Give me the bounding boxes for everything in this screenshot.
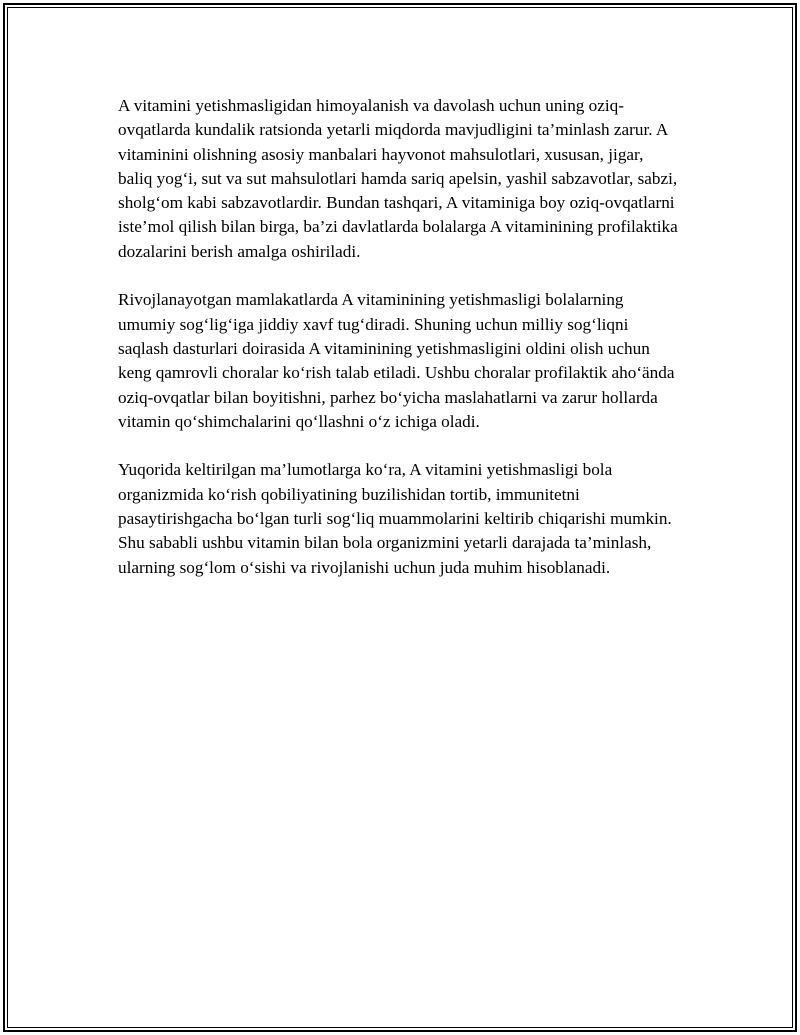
paragraph-2: Rivojlanayotgan mamlakatlarda A vitaminining yetishmasligi bolalarning umumiy sog‘lig‘iga jiddiy xavf tug‘diradi. Shuning uchun milliy sog‘liqni saqlash dasturlari doirasida A vitaminining yetishmasligini oldini olish uchun keng qamrovli choralar ko‘rish talab etiladi. Ushbu choralar profilaktik aho‘ända oziq-ovqatlar bilan boyitishni, parhez bo‘yicha maslahatlarni va zarur hollarda vitamin qo‘shimchalarini qo‘llashni o‘z ichiga oladi.: [118, 290, 675, 431]
paragraph-3: Yuqorida keltirilgan ma’lumotlarga ko‘ra, A vitamini yetishmasligi bola organizmida ko‘rish qobiliyatining buzilishidan tortib, immunitetni pasaytirishgacha bo‘lgan turli sog‘liq muammolarini keltirib chiqarishi mumkin. Shu sababli ushbu vitamin bilan bola organizmini yetarli darajada ta’minlash, ularning sog‘lom o‘sishi va rivojlanishi uchun juda muhim hisoblanadi.: [118, 460, 672, 577]
document-body: [118, 94, 678, 604]
paragraph-1: A vitamini yetishmasligidan himoyalanish va davolash uchun uning oziq-ovqatlarda kundalik ratsionda yetarli miqdorda mavjudligini ta’minlash zarur. A vitaminini olishning asosiy manbalari hayvonot mahsulotlari, xususan, jigar, baliq yog‘i, sut va sut mahsulotlari hamda sariq apelsin, yashil sabzavotlar, sabzi, sholg‘om kabi sabzavotlardir. Bundan tashqari, A vitaminiga boy oziq-ovqatlarni iste’mol qilish bilan birga, ba’zi davlatlarda bolalarga A vitaminining profilaktika dozalarini berish amalga oshiriladi.: [118, 96, 678, 261]
